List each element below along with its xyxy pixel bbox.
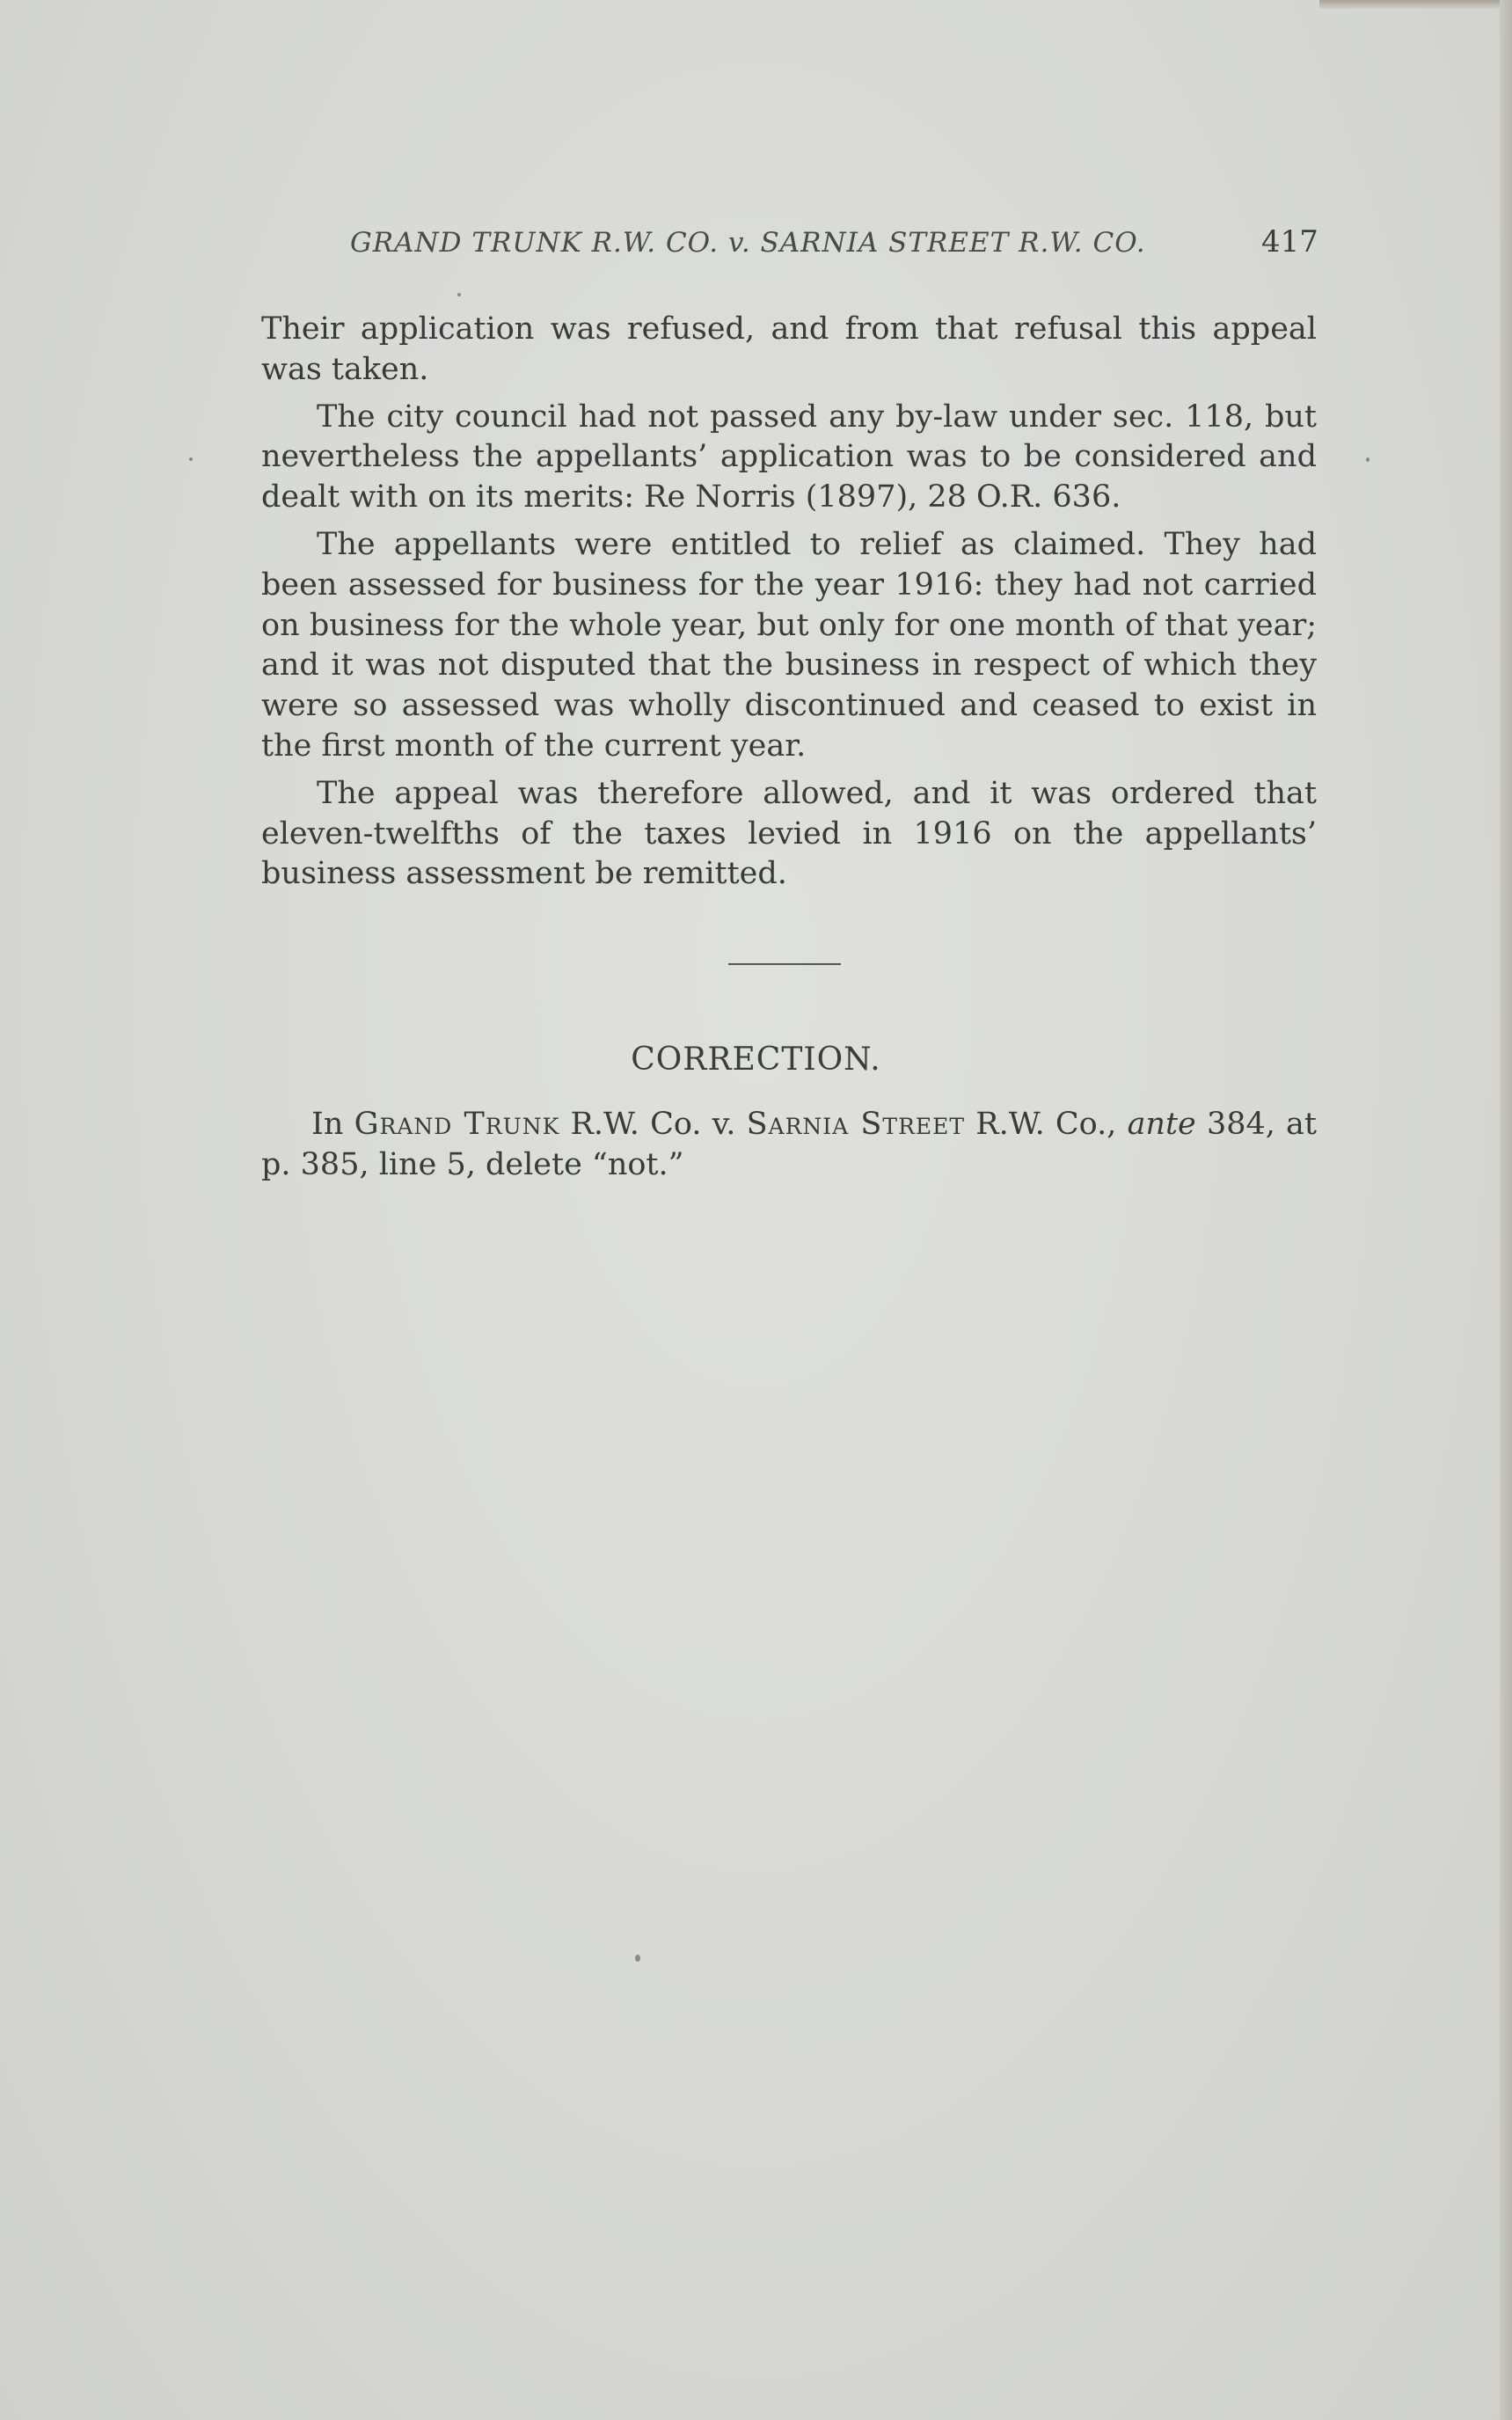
- running-head-title: GRAND TRUNK R.W. CO. v. SARNIA STREET R.W. CO.: [350, 227, 1146, 259]
- page-right-edge: [1500, 0, 1512, 2420]
- correction-mid-1: R.W. Co. v.: [570, 1107, 736, 1142]
- correction-text: [261, 1104, 1317, 1185]
- paper-speck: [457, 293, 461, 296]
- correction-intro: In: [311, 1107, 344, 1142]
- case-name-1: Grand Trunk: [354, 1107, 560, 1142]
- correction-rest: 384, at p. 385, line 5, delete “not.”: [261, 1107, 1317, 1182]
- section-divider: [728, 963, 841, 965]
- correction-mid-2: R.W. Co.,: [975, 1107, 1117, 1142]
- paragraph: Their application was refused, and from that refusal this appeal was taken.: [261, 311, 1317, 387]
- body-text: [261, 310, 1317, 902]
- correction-heading: CORRECTION.: [631, 1042, 881, 1078]
- case-name-2: Sarnia Street: [746, 1107, 966, 1142]
- paragraph: The appeal was therefore allowed, and it was ordered that eleven-twelfths of the taxes levied in 1916 on the appellants’ business assessment be remitted.: [261, 775, 1317, 892]
- paper-speck: [1366, 457, 1370, 462]
- paper-speck: [189, 457, 193, 461]
- running-head: [350, 227, 1318, 259]
- page-number: 417: [1261, 224, 1318, 260]
- ante-word: ante: [1127, 1107, 1196, 1142]
- page-top-edge: [1319, 0, 1512, 9]
- paragraph: The city council had not passed any by-law under sec. 118, but nevertheless the appellants’ application was to be considered and dealt with on its merits: Re Norris (1897), 28 O.R. 636.: [261, 398, 1317, 515]
- paper-speck: [635, 1955, 640, 1962]
- paragraph: The appellants were entitled to relief as claimed. They had been assessed for business for the year 1916: they had not carried on business for the whole year, but only for one month of that year; and it was not disputed that the business in respect of which they were so assessed was wholly discontinued and ceased to exist in the first month of the current year.: [261, 526, 1317, 764]
- correction-paragraph: [261, 1104, 1317, 1185]
